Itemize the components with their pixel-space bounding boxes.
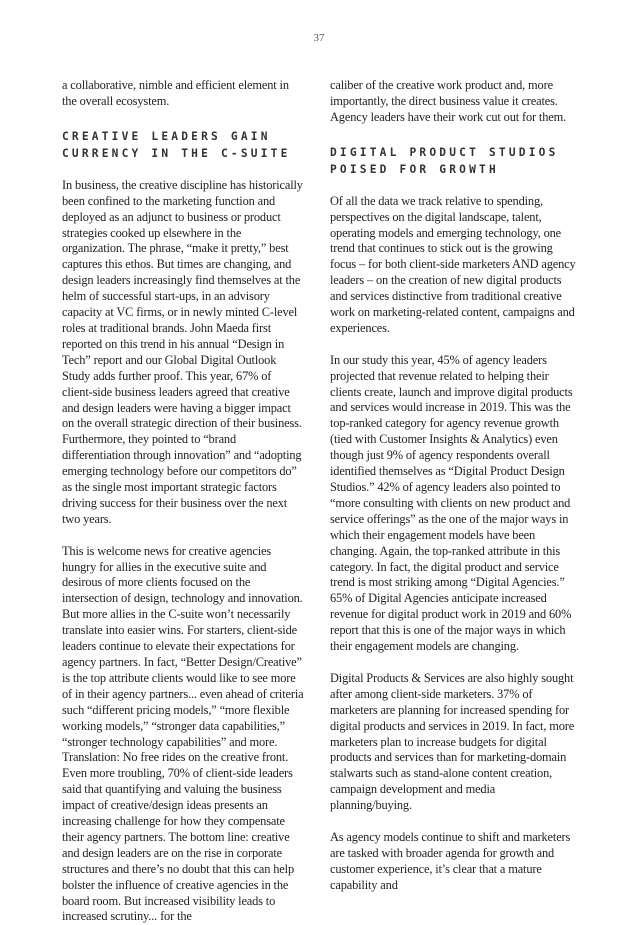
body-paragraph: In our study this year, 45% of agency leaders projected that revenue related to helping their clients create, launch and improve digital products and services would increase in 2019. This was the top-ranked category for agency revenue growth (tied with Customer Insights & Analytics) even though just 9% of agency respondents overall identified themselves as “Digital Product Design Studios.” 42% of agency leaders also pointed to “more consulting with clients on new product and service offerings” as the one of the major ways in which their engagement models have been changing. Again, the top-ranked attribute in this category. In fact, the digital product and service trend is most striking among “Digital Agencies.” 65% of Digital Agencies anticipate increased revenue for digital product work in 2019 and 60% report that this is one of the major ways in which their engagement models are changing. — [330, 352, 573, 654]
page-number: 37 — [313, 32, 325, 44]
body-paragraph: As agency models continue to shift and marketers are tasked with broader agenda for growth and customer experience, it’s clear that a mature capability and — [330, 829, 571, 892]
section-heading-creative-leaders: CREATIVE LEADERS GAIN CURRENCY IN THE C-SUITE — [62, 129, 291, 160]
right-column — [330, 78, 578, 894]
left-intro-paragraph: a collaborative, nimble and efficient element in the overall ecosystem. — [62, 78, 289, 108]
body-paragraph: Digital Products & Services are also highly sought after among client-side marketers. 37% of marketers are planning for increased spending for digital products and services in 2019. In fact, more marketers plan to increase budgets for digital products and services than for marketing-domain stalwarts such as stand-alone content creation, campaign development and media planning/buying. — [330, 670, 575, 813]
section-heading-digital-product-studios: DIGITAL PRODUCT STUDIOS POISED FOR GROWTH — [330, 145, 559, 176]
body-paragraph: In business, the creative discipline has historically been confined to the marketing function and deployed as an adjunct to business or product strategies cooked up elsewhere in the organization. The phrase, “make it pretty,” best captures this ethos. But times are changing, and design leaders increasingly find themselves at the helm of successful start-ups, in an advisory capacity at VC firms, or in newly minted C-level roles at traditional brands. John Maeda first reported on this trend in his annual “Design in Tech” report and our Global Digital Outlook Study adds further proof. This year, 67% of client-side business leaders agreed that creative and design leaders were having a bigger impact on the overall strategic direction of their business. Furthermore, they pointed to “brand differentiation through innovation” and “adopting emerging technology before our competitors do” as the single most important strategic factors driving success for their business over the next two years. — [62, 177, 303, 526]
body-paragraph: This is welcome news for creative agencies hungry for allies in the executive suite and desirous of more clients focused on the intersection of design, technology and innovation. But more allies in the C-suite won’t necessarily translate into easier wins. For starters, client-side leaders continue to elevate their expectations for agency partners. In fact, “Better Design/Creative” is the top attribute clients would like to see more of in their agency partners... even ahead of criteria such “different pricing models,” “more flexible working models,” “stronger data capabilities,” “stronger technology capabilities” and more. Translation: No free rides on the creative front. Even more troubling, 70% of client-side leaders said that quantifying and valuing the business impact of creative/design ideas presents an increasing challenge for how they compensate their agency partners. The bottom line: creative and design leaders are on the rise in corporate structures and there’s no doubt that this can help bolster the influence of creative agencies in the board room. But increased visibility leads to increased scrutiny... for the — [62, 543, 304, 924]
left-column — [62, 78, 304, 925]
right-intro-paragraph: caliber of the creative work product and, more importantly, the direct business value it creates. Agency leaders have their work cut out for them. — [330, 78, 567, 124]
body-paragraph: Of all the data we track relative to spending, perspectives on the digital landscape, talent, operating models and emerging technology, one trend that continues to stick out is the growing focus – for both client-side marketers AND agency leaders – on the creation of new digital products and services distinctive from traditional creative work on marketing-related content, campaigns and experiences. — [330, 193, 576, 335]
